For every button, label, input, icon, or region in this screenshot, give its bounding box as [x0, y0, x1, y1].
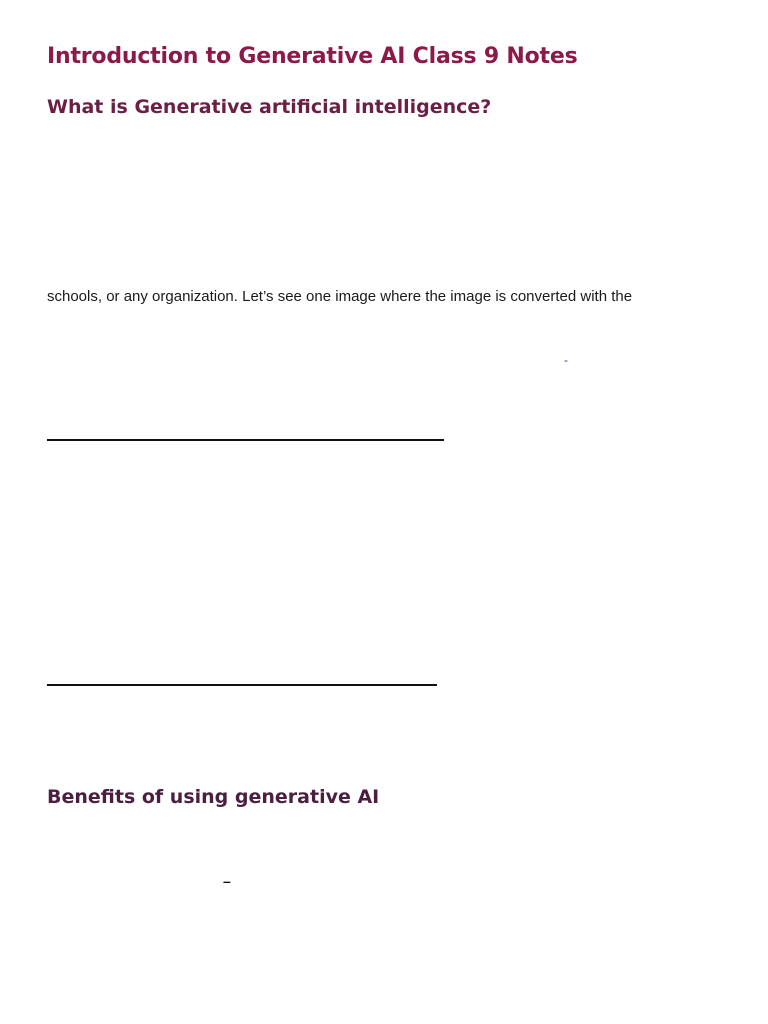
dash-fragment: – [223, 873, 231, 889]
horizontal-rule [47, 684, 437, 686]
horizontal-rule [47, 439, 444, 441]
page-title: Introduction to Generative AI Class 9 Notes [47, 44, 578, 69]
section-heading-what-is-generative-ai: What is Generative artificial intelligence? [47, 96, 492, 118]
link-fragment[interactable]: - [564, 353, 568, 367]
paragraph-text: schools, or any organization. Let’s see one image where the image is converted with the [47, 288, 633, 305]
section-heading-benefits: Benefits of using generative AI [47, 786, 380, 808]
